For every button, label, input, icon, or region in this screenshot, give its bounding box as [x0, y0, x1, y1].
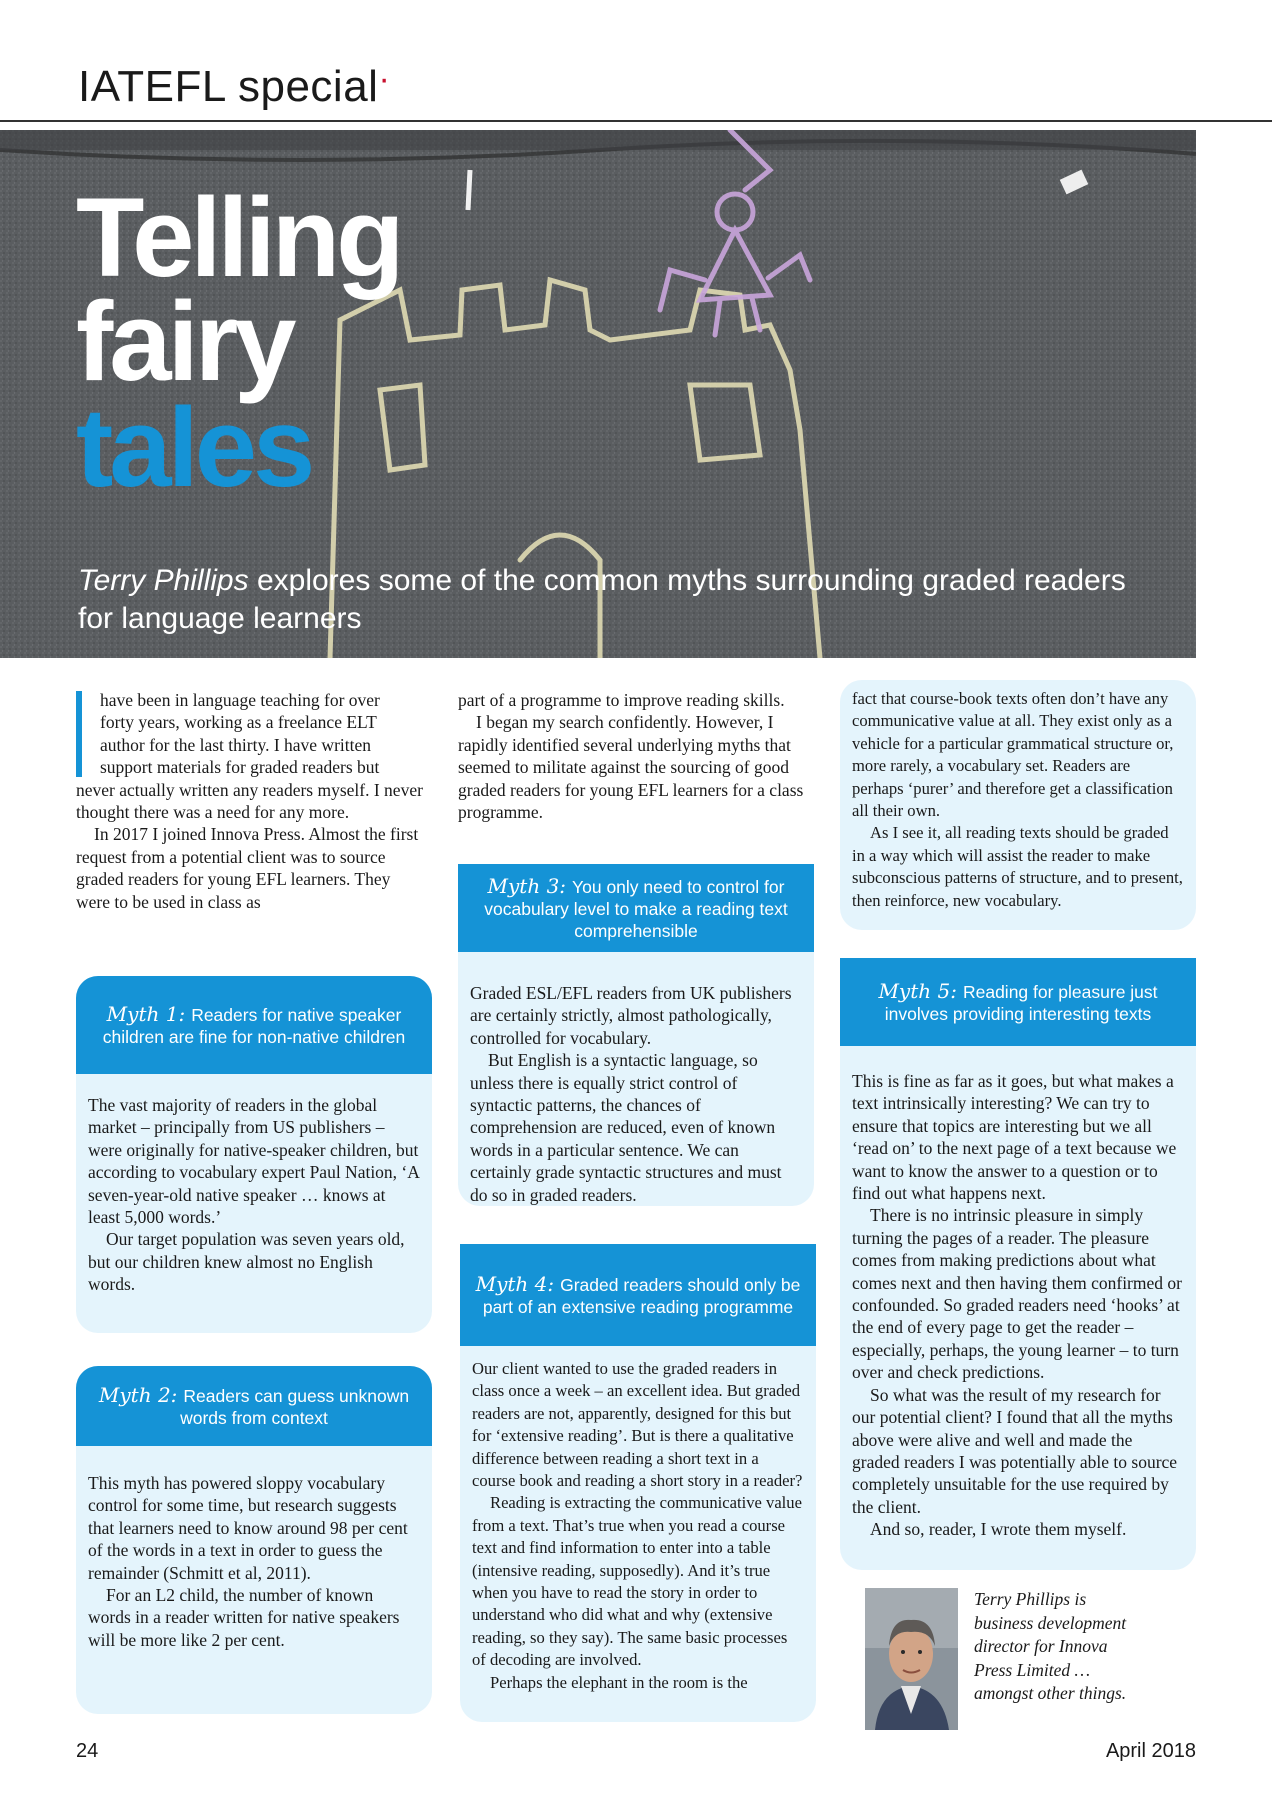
body-paragraph: I began my search confidently. However, I rapidly identified several underlying myths that seemed to militate against the sourcing of good graded readers for young EFL learners for a class programme. [458, 712, 804, 823]
intro-line: have been in language teaching for over [100, 690, 380, 710]
myth-5-box [840, 958, 1196, 1570]
section-label: IATEFL special· [78, 60, 391, 111]
column-1-intro [76, 689, 424, 913]
body-paragraph: As I see it, all reading texts should be graded in a way which will assist the reader to make subconscious patterns of structure, and to present, then reinforce, new vocabulary. [852, 823, 1183, 910]
page-number: 24 [76, 1740, 99, 1762]
body-paragraph: Our target population was seven years old, but our children knew almost no English words. [88, 1229, 405, 1295]
intro-line: forty years, working as a freelance ELT [100, 712, 377, 733]
standfirst-text: explores some of the common myths surrounding graded readers for language learners [78, 564, 1126, 635]
intro-paragraph: never actually written any readers myself. I never thought there was a need for any more. [76, 779, 423, 823]
myth-heading-text: Readers for native speaker children are fine for non-native children [102, 1004, 406, 1047]
intro-line: author for the last thirty. I have written [100, 734, 372, 755]
headline-line-2: fairy [76, 279, 293, 404]
myth-heading-text: You only need to control for vocabulary level to make a reading text comprehensible [484, 876, 788, 941]
myth-tag: Myth 5: [878, 978, 957, 1003]
standfirst-author: Terry Phillips [78, 564, 249, 597]
myth-3-box [458, 864, 814, 1206]
body-paragraph: fact that course-book texts often don’t have any communicative value at all. They exist only as a vehicle for a particular grammatical structure or, more rarely, a vocabulary set. Readers are perhaps ‘purer’ and therefore get a classification all their own. [852, 689, 1174, 821]
body-paragraph: Perhaps the elephant in the room is the [490, 1672, 748, 1692]
myth-2-heading [76, 1366, 432, 1446]
author-bio: Terry Phillips is business development director for Innova Press Limited … amongst other things. [974, 1589, 1127, 1704]
author-photo [865, 1588, 958, 1730]
body-paragraph: The vast majority of readers in the global market – principally from US publishers – were originally for native-speaker children, but according to vocabulary expert Paul Nation, ‘A seven-year-old native speaker … knows at least 5,000 words.’ [88, 1095, 419, 1228]
body-paragraph: Our client wanted to use the graded readers in class once a week – an excellent idea. But graded readers are not, apparently, designed for this but for ‘extensive reading’. But is there a qualitative difference between reading a short text in a course book and reading a short story in a reader? [472, 1359, 803, 1491]
myth-heading-text: Reading for pleasure just involves providing interesting texts [884, 981, 1158, 1024]
myth-1-body [88, 1094, 420, 1296]
body-paragraph: For an L2 child, the number of known words in a reader written for native speakers will be more like 2 per cent. [88, 1585, 400, 1650]
body-paragraph: And so, reader, I wrote them myself. [870, 1519, 1127, 1540]
hero-image [0, 130, 1196, 658]
body-paragraph: Reading is extracting the communicative value from a text. That’s true when you read a course text and find information to enter into a table (intensive reading, supposedly). And it’s true when you have to read the story in order to understand who did what and why (extensive reading, so they say). The same basic processes of decoding are involved. [472, 1493, 802, 1670]
myth-5-body [852, 1070, 1184, 1541]
myth-2-box [76, 1366, 432, 1714]
dropcap-bar [76, 691, 82, 777]
myth-tag: Myth 3: [487, 873, 567, 898]
headline-line-3: tales [76, 385, 312, 510]
standfirst [78, 562, 1138, 638]
myth-tag: Myth 1: [106, 1001, 186, 1026]
myth-3-heading [458, 864, 814, 952]
myth-heading-text: Readers can guess unknown words from context [180, 1385, 410, 1428]
myth-5-heading [840, 958, 1196, 1046]
body-paragraph: This myth has powered sloppy vocabulary control for some time, but research suggests that learners need to know around 98 per cent of the words in a text in order to guess the remainder (Schmitt et al, 2011). [88, 1473, 408, 1583]
myth-4-body [472, 1358, 804, 1694]
myth-4-heading [460, 1244, 816, 1346]
body-paragraph: But English is a syntactic language, so unless there is equally strict control of syntactic patterns, the chances of comprehension are reduced, even of known words in a particular sentence. We can certainly grade syntactic structures and must do so in graded readers. [470, 1050, 782, 1205]
myth-4-box [460, 1244, 816, 1722]
section-dot: · [378, 60, 391, 98]
myth-heading-text: Graded readers should only be part of an extensive reading programme [482, 1274, 801, 1317]
myth-1-heading [76, 976, 432, 1074]
headline-line-1: Telling [76, 175, 401, 300]
myth-1-box [76, 976, 432, 1333]
continuation-body [852, 688, 1184, 912]
myth-tag: Myth 2: [98, 1382, 178, 1407]
body-paragraph: There is no intrinsic pleasure in simply turning the pages of a reader. The pleasure comes from making predictions about what comes next and then having them confirmed or confounded. So graded readers need ‘hooks’ at the end of every page to get the reader – especially, perhaps, the young learner – to turn over and check predictions. [852, 1205, 1182, 1383]
dropcap-block [76, 689, 424, 779]
header-rule [0, 120, 1272, 122]
continuation-box [840, 680, 1196, 930]
issue-date: April 2018 [1105, 1740, 1196, 1762]
myth-3-body [470, 982, 802, 1206]
myth-tag: Myth 4: [475, 1271, 555, 1296]
body-paragraph: So what was the result of my research for our potential client? I found that all the myths above were alive and well and made the graded readers I was potentially able to source completely unsuitable for the use required by the client. [852, 1384, 1178, 1517]
intro-line: support materials for graded readers but [100, 757, 380, 778]
myth-2-body [88, 1472, 420, 1651]
body-paragraph: Graded ESL/EFL readers from UK publishers are certainly strictly, almost pathologically, controlled for vocabulary. [470, 983, 792, 1048]
body-paragraph: part of a programme to improve reading skills. [458, 690, 785, 710]
body-paragraph: This is fine as far as it goes, but what makes a text intrinsically interesting? We can try to ensure that topics are interesting but we all ‘read on’ to the next page of a text because we want to know the answer to a question or to find out what happens next. [852, 1071, 1177, 1204]
body-paragraph: In 2017 I joined Innova Press. Almost the first request from a potential client was to source graded readers for young EFL learners. They were to be used in class as [76, 824, 419, 912]
column-2-intro [458, 689, 816, 823]
